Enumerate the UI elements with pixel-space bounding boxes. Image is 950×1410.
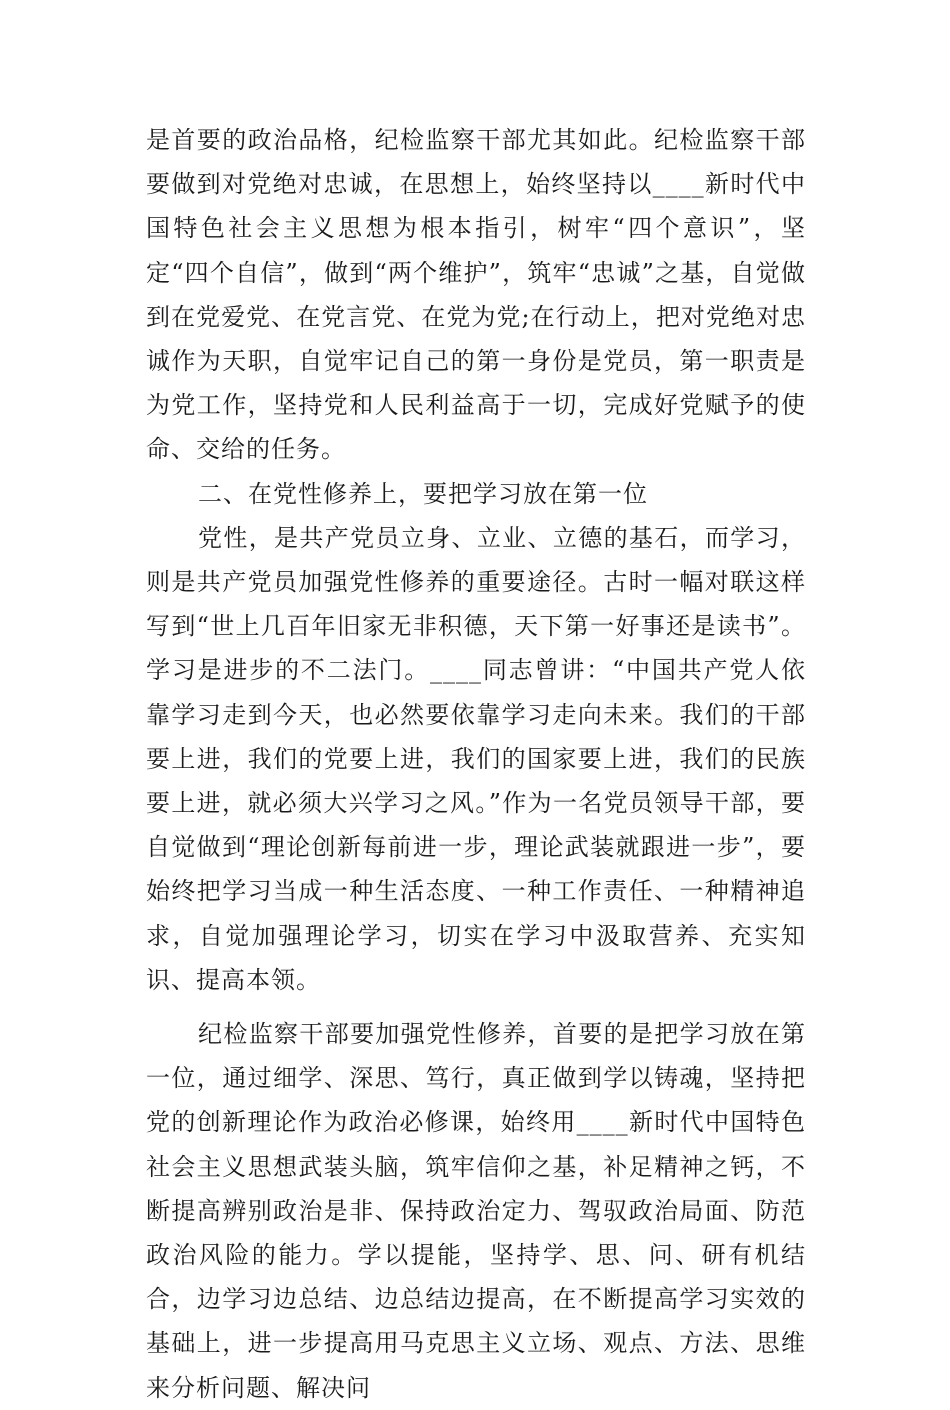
paragraph-loyalty-continuation: 是首要的政治品格，纪检监察干部尤其如此。纪检监察干部要做到对党绝对忠诚，在思想上，始终坚持以____新时代中国特色社会主义思想为根本指引，树牢“四个意识”，坚定“四个自信”，做到“两个维护”，筑牢“忠诚”之基，自觉做到在党爱党、在党言党、在党为党;在行动上，把对党绝对忠诚作为天职，自觉牢记自己的第一身份是党员，第一职责是为党工作，坚持党和人民利益高于一切，完成好党赋予的使命、交给的任务。	[146, 126, 806, 464]
document-body	[146, 118, 806, 1410]
paragraph-discipline-inspection-learning: 纪检监察干部要加强党性修养，首要的是把学习放在第一位，通过细学、深思、笃行，真正做到学以铸魂，坚持把党的创新理论作为政治必修课，始终用____新时代中国特色社会主义思想武装头脑，筑牢信仰之基，补足精神之钙，不断提高辨别政治是非、保持政治定力、驾驭政治局面、防范政治风险的能力。学以提能，坚持学、思、问、研有机结合，边学习边总结、边总结边提高，在不断提高学习实效的基础上，进一步提高用马克思主义立场、观点、方法、思维来分析问题、解决问	[146, 1020, 806, 1402]
section-heading-party-cultivation: 二、在党性修养上，要把学习放在第一位	[198, 479, 648, 508]
paragraph-party-spirit-learning: 党性，是共产党员立身、立业、立德的基石，而学习，则是共产党员加强党性修养的重要途径。古时一幅对联这样写到“世上几百年旧家无非积德，天下第一好事还是读书”。学习是进步的不二法门。____同志曾讲：“中国共产党人依靠学习走到今天，也必然要依靠学习走向未来。我们的干部要上进，我们的党要上进，我们的国家要上进，我们的民族要上进，就必须大兴学习之风。”作为一名党员领导干部，要自觉做到“理论创新每前进一步，理论武装就跟进一步”，要始终把学习当成一种生活态度、一种工作责任、一种精神追求，自觉加强理论学习，切实在学习中汲取营养、充实知识、提高本领。	[146, 523, 806, 994]
paragraph-spacer	[146, 1002, 806, 1012]
